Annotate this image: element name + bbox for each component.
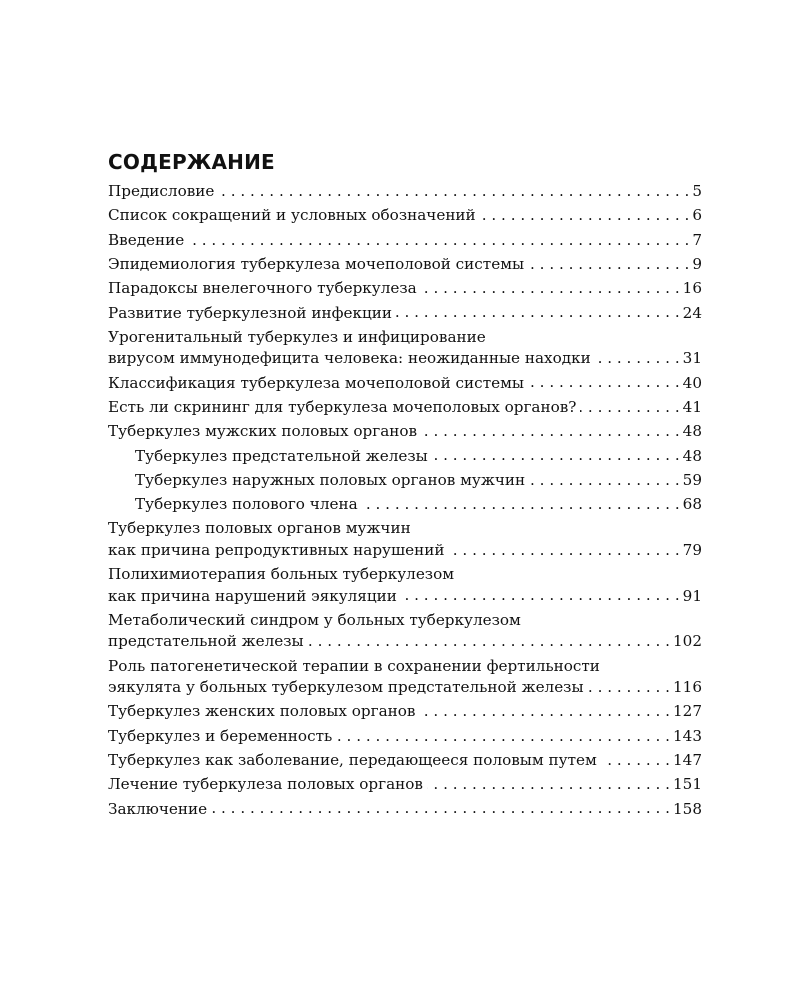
dot-leader bbox=[308, 631, 670, 646]
toc-page-number: 5 bbox=[692, 182, 702, 201]
dot-leader bbox=[432, 445, 680, 460]
toc-entry-row bbox=[108, 540, 702, 562]
toc-entry[interactable] bbox=[108, 610, 702, 653]
dot-leader bbox=[218, 181, 689, 196]
toc-page-number: 79 bbox=[682, 540, 702, 559]
toc-entry-title: Лечение туберкулеза половых органов bbox=[108, 775, 423, 794]
toc-entry-row bbox=[108, 701, 702, 723]
toc-entry-title-line1: Метаболический синдром у больных туберкулезом bbox=[108, 610, 521, 629]
toc-entry-title: Туберкулез женских половых органов bbox=[108, 702, 416, 721]
toc-page-number: 151 bbox=[673, 775, 702, 794]
toc-page-number: 9 bbox=[692, 255, 702, 274]
page-title: СОДЕРЖАНИЕ bbox=[108, 150, 275, 174]
toc-entry-row bbox=[108, 230, 702, 252]
toc-entry-title: Предисловие bbox=[108, 182, 215, 201]
toc-page-number: 24 bbox=[682, 303, 702, 322]
toc-entry[interactable] bbox=[108, 656, 702, 699]
toc-entry-title-line1: Туберкулез половых органов мужчин bbox=[108, 519, 411, 538]
toc-entry-title: Туберкулез и беременность bbox=[108, 726, 333, 745]
toc-entry-title: Туберкулез наружных половых органов мужчин bbox=[135, 470, 526, 489]
toc-entry-title: Туберкулез полового члена bbox=[135, 495, 358, 514]
dot-leader bbox=[211, 798, 670, 813]
toc-entry-title: Туберкулез предстательной железы bbox=[135, 446, 428, 465]
toc-entry-row bbox=[108, 677, 702, 699]
dot-leader bbox=[427, 774, 670, 789]
toc-entry-title: эякулята у больных туберкулезом предстательной железы bbox=[108, 678, 584, 697]
dot-leader bbox=[396, 302, 680, 317]
dot-leader bbox=[421, 421, 680, 436]
toc-page-number: 48 bbox=[682, 446, 702, 465]
dot-leader bbox=[580, 397, 679, 412]
toc-entry[interactable] bbox=[108, 750, 702, 772]
dot-leader bbox=[362, 494, 680, 509]
dot-leader bbox=[595, 348, 680, 363]
toc-entry-title: предстательной железы bbox=[108, 632, 304, 651]
toc-entry[interactable] bbox=[108, 181, 702, 203]
toc-entry[interactable] bbox=[108, 397, 702, 419]
toc-page-number: 143 bbox=[673, 726, 702, 745]
toc-entry-row bbox=[108, 181, 702, 203]
toc-entry-title: Туберкулез мужских половых органов bbox=[108, 422, 418, 441]
toc-entry[interactable] bbox=[108, 726, 702, 748]
toc-entry-title: вирусом иммунодефицита человека: неожиданные находки bbox=[108, 349, 591, 368]
dot-leader bbox=[480, 205, 690, 220]
toc-entry-title: Развитие туберкулезной инфекции bbox=[108, 303, 392, 322]
toc-page-number: 40 bbox=[682, 373, 702, 392]
toc-page-number: 6 bbox=[692, 206, 702, 225]
toc-entry[interactable] bbox=[108, 278, 702, 300]
toc-entry-title: Туберкулез как заболевание, передающееся половым путем bbox=[108, 751, 597, 770]
toc-subentry[interactable] bbox=[108, 494, 702, 516]
toc-entry[interactable] bbox=[108, 302, 702, 324]
toc-entry[interactable] bbox=[108, 774, 702, 796]
toc-entry-title: Введение bbox=[108, 230, 185, 249]
toc-subentry[interactable] bbox=[108, 445, 702, 467]
toc-page-number: 147 bbox=[673, 751, 702, 770]
toc-entry[interactable] bbox=[108, 701, 702, 723]
toc-entry-title: как причина нарушений эякуляции bbox=[108, 586, 397, 605]
dot-leader bbox=[448, 540, 679, 555]
toc-page-number: 158 bbox=[673, 799, 702, 818]
dot-leader bbox=[336, 726, 670, 741]
toc-entry[interactable] bbox=[108, 372, 702, 394]
toc-entry-title: Есть ли скрининг для туберкулеза мочеполовых органов? bbox=[108, 397, 577, 416]
toc-entry-row bbox=[108, 205, 702, 227]
toc-subentry[interactable] bbox=[108, 470, 702, 492]
toc-entry-row bbox=[108, 631, 702, 653]
toc-entry-row bbox=[108, 302, 702, 324]
toc-entry-row bbox=[108, 798, 702, 820]
toc-entry-title: Список сокращений и условных обозначений bbox=[108, 206, 476, 225]
dot-leader bbox=[401, 585, 680, 600]
toc-page-number: 91 bbox=[682, 586, 702, 605]
toc-page-number: 48 bbox=[682, 422, 702, 441]
toc-entry-row bbox=[108, 348, 702, 370]
toc-entry-row bbox=[108, 372, 702, 394]
toc-page-number: 102 bbox=[673, 632, 702, 651]
dot-leader bbox=[528, 254, 689, 269]
dot-leader bbox=[419, 701, 670, 716]
toc-list bbox=[108, 181, 702, 820]
toc-page-number: 7 bbox=[692, 230, 702, 249]
toc-entry-row bbox=[108, 750, 702, 772]
toc-entry[interactable] bbox=[108, 798, 702, 820]
toc-entry[interactable] bbox=[108, 518, 702, 561]
table-of-contents bbox=[108, 150, 702, 823]
toc-entry-row bbox=[108, 774, 702, 796]
toc-entry-title: Заключение bbox=[108, 799, 208, 818]
toc-entry-title: Классификация туберкулеза мочеполовой системы bbox=[108, 373, 524, 392]
toc-entry[interactable] bbox=[108, 205, 702, 227]
toc-entry-title: Эпидемиология туберкулеза мочеполовой системы bbox=[108, 255, 525, 274]
toc-page-number: 68 bbox=[682, 495, 702, 514]
toc-entry-row bbox=[108, 726, 702, 748]
toc-entry-row bbox=[108, 254, 702, 276]
toc-page-number: 116 bbox=[673, 678, 702, 697]
dot-leader bbox=[588, 677, 670, 692]
dot-leader bbox=[601, 750, 670, 765]
dot-leader bbox=[188, 230, 689, 245]
dot-leader bbox=[421, 278, 680, 293]
toc-entry-title-line1: Урогенитальный туберкулез и инфицирование bbox=[108, 327, 486, 346]
toc-entry[interactable] bbox=[108, 327, 702, 370]
toc-page-number: 59 bbox=[682, 470, 702, 489]
toc-entry-row bbox=[135, 470, 702, 492]
toc-entry-title: Парадоксы внелегочного туберкулеза bbox=[108, 279, 417, 298]
toc-page-number: 16 bbox=[682, 279, 702, 298]
dot-leader bbox=[529, 470, 680, 485]
toc-entry-title-line1: Полихимиотерапия больных туберкулезом bbox=[108, 564, 455, 583]
toc-entry-row bbox=[135, 494, 702, 516]
toc-page-number: 31 bbox=[682, 349, 702, 368]
toc-entry-row bbox=[108, 585, 702, 607]
toc-page-number: 127 bbox=[673, 702, 702, 721]
toc-entry[interactable] bbox=[108, 564, 702, 607]
toc-page-number: 41 bbox=[682, 397, 702, 416]
dot-leader bbox=[528, 372, 680, 387]
toc-entry-row bbox=[108, 421, 702, 443]
toc-entry-title-line1: Роль патогенетической терапии в сохранении фертильности bbox=[108, 656, 600, 675]
toc-entry-row bbox=[108, 397, 702, 419]
toc-entry-title: как причина репродуктивных нарушений bbox=[108, 540, 445, 559]
toc-entry[interactable] bbox=[108, 421, 702, 443]
toc-entry[interactable] bbox=[108, 230, 702, 252]
toc-entry[interactable] bbox=[108, 254, 702, 276]
toc-entry-row bbox=[135, 445, 702, 467]
toc-entry-row bbox=[108, 278, 702, 300]
